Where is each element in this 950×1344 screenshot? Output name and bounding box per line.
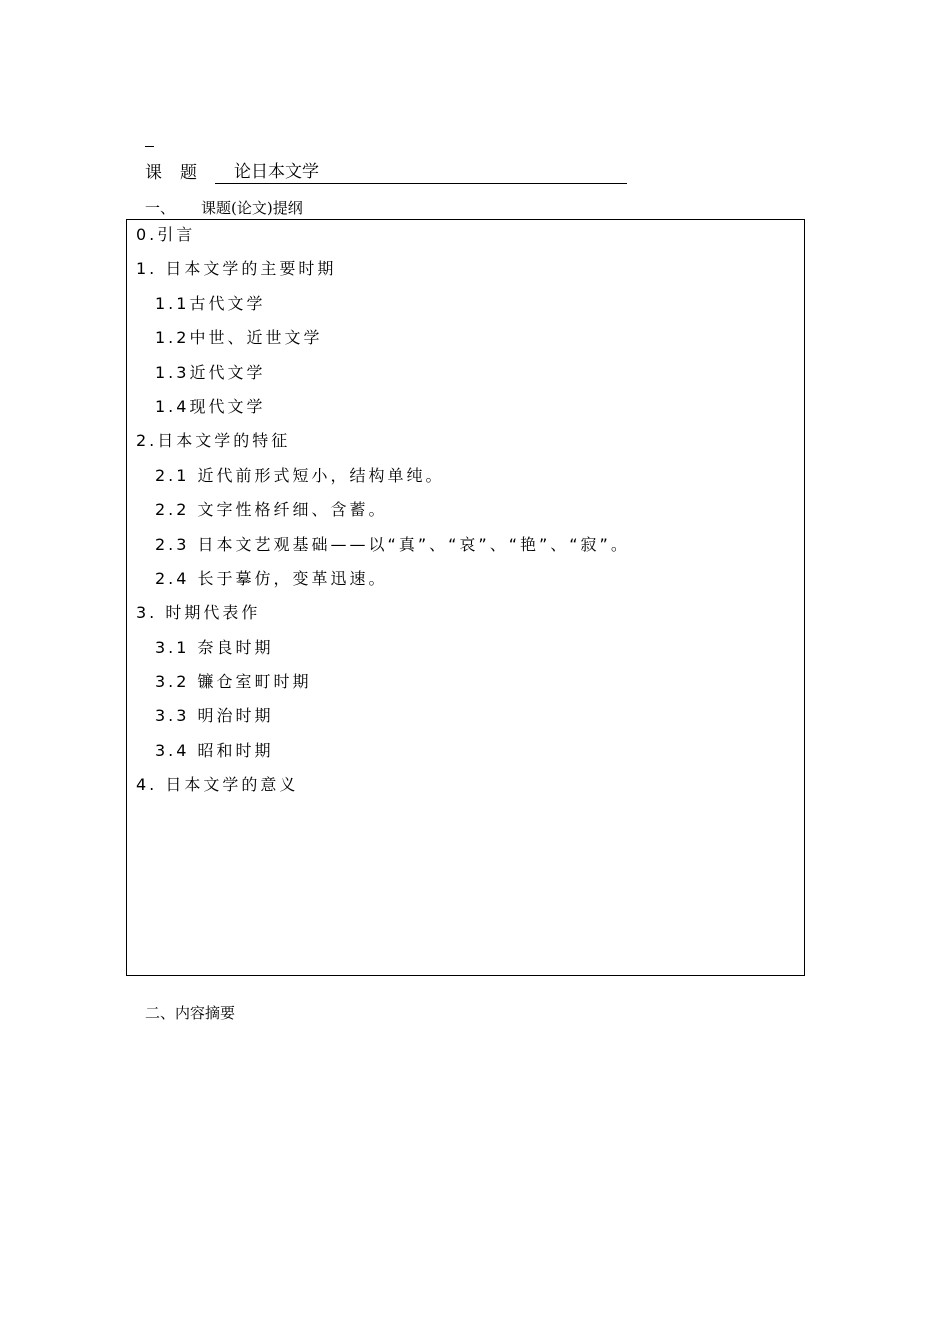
outline-item: 1.3近代文学 [155, 362, 266, 382]
topic-label: 课题 [145, 163, 215, 183]
outline-item: 3.3 明治时期 [155, 706, 274, 726]
outline-item: 2.4 长于摹仿，变革迅速。 [155, 568, 388, 588]
header-marker-line [145, 146, 154, 147]
section-one-title: 课题(论文)提纲 [201, 199, 303, 217]
topic-value: 论日本文学 [215, 162, 627, 184]
topic-row [145, 160, 627, 184]
outline-item: 4. 日本文学的意义 [136, 775, 299, 795]
outline-box [126, 219, 805, 976]
outline-item: 3.2 镰仓室町时期 [155, 672, 312, 692]
section-one-heading [145, 198, 303, 218]
outline-item: 1.2中世、近世文学 [155, 328, 323, 348]
outline-item: 1.4现代文学 [155, 396, 266, 416]
outline-item: 2.日本文学的特征 [136, 431, 291, 451]
outline-item: 1. 日本文学的主要时期 [136, 259, 337, 279]
outline-item: 3. 时期代表作 [136, 603, 261, 623]
outline-list [136, 224, 630, 809]
section-two-heading: 二、内容摘要 [145, 1004, 236, 1022]
outline-item: 3.1 奈良时期 [155, 637, 274, 657]
outline-item: 2.1 近代前形式短小，结构单纯。 [155, 465, 445, 485]
outline-item: 3.4 昭和时期 [155, 740, 274, 760]
outline-item: 0.引言 [136, 225, 196, 244]
outline-item: 1.1古代文学 [155, 293, 266, 313]
outline-item: 2.3 日本文艺观基础——以“真”、“哀”、“艳”、“寂”。 [155, 534, 630, 554]
outline-item: 2.2 文字性格纤细、含蓄。 [155, 500, 388, 520]
section-one-number: 一、 [145, 199, 176, 217]
